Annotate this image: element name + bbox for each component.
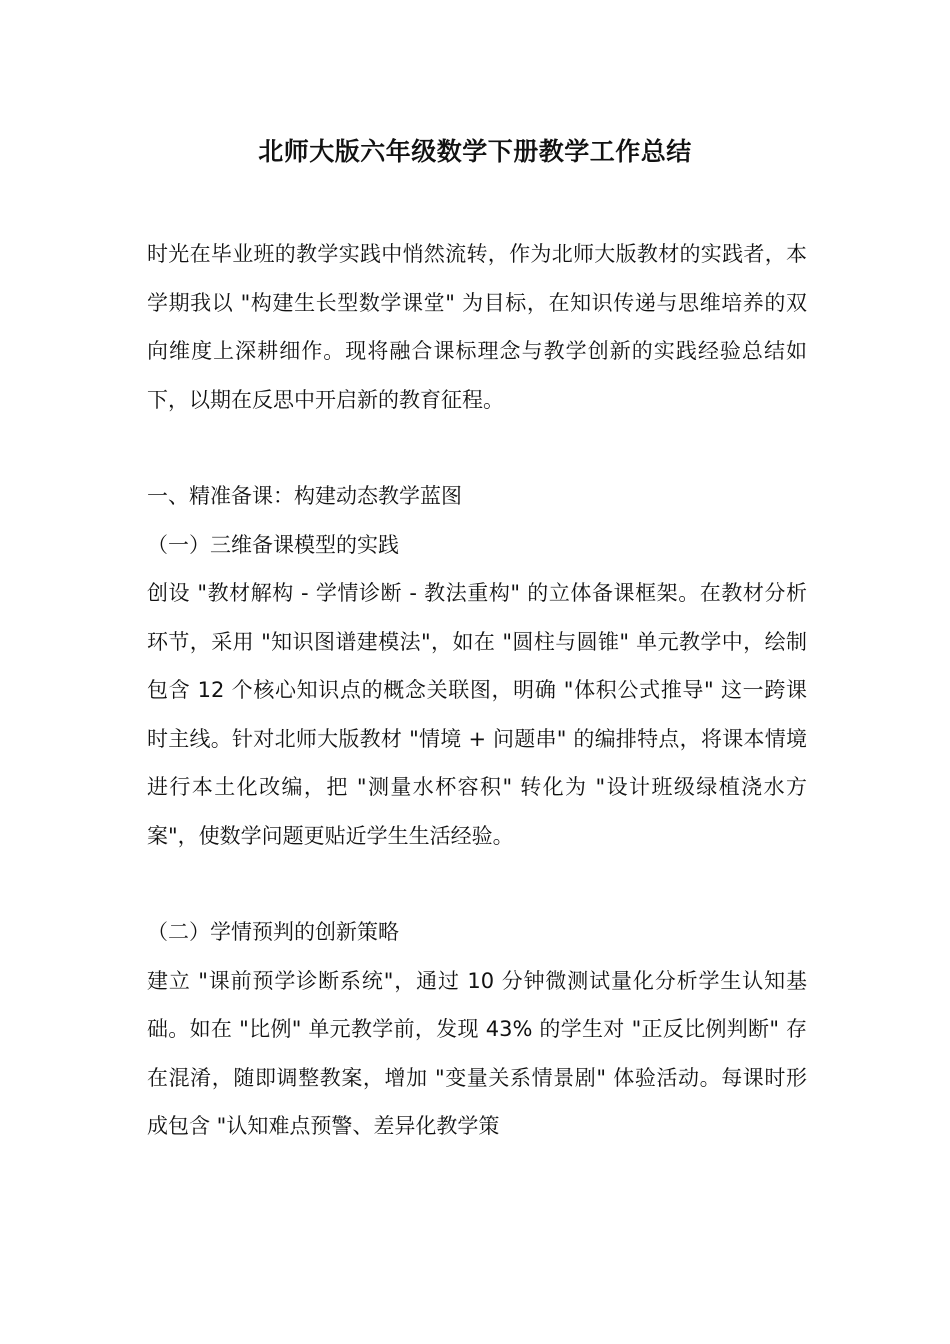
- subsection-paragraph: 创设 "教材解构 - 学情诊断 - 教法重构" 的立体备课框架。在教材分析环节，采用 "知识图谱建模法"，如在 "圆柱与圆锥" 单元教学中，绘制包含 12 个核心知识点的概念关联图，明确 "体积公式推导" 这一跨课时主线。针对北师大版教材 "情境 + 问题串" 的编排特点，将课本情境进行本土化改编，把 "测量水杯容积" 转化为 "设计班级绿植浇水方案"，使数学问题更贴近学生生活经验。: [147, 581, 807, 848]
- subsection-heading: （二）学情预判的创新策略: [147, 920, 399, 944]
- spacer: [147, 860, 807, 908]
- intro-paragraph: 时光在毕业班的教学实践中悄然流转，作为北师大版教材的实践者，本学期我以 "构建生长型数学课堂" 为目标，在知识传递与思维培养的双向维度上深耕细作。现将融合课标理念与教学创新的实践经验总结如下，以期在反思中开启新的教育征程。: [147, 242, 807, 412]
- section-heading: 一、精准备课：构建动态教学蓝图: [147, 484, 462, 508]
- subsection-heading: （一）三维备课模型的实践: [147, 532, 399, 557]
- subsection-paragraph: 建立 "课前预学诊断系统"，通过 10 分钟微测试量化分析学生认知基础。如在 "比例" 单元教学前，发现 43% 的学生对 "正反比例判断" 存在混淆，随即调整教案，增加 "变量关系情景剧" 体验活动。每课时形成包含 "认知难点预警、差异化教学策: [147, 968, 807, 1138]
- document-title: 北师大版六年级数学下册教学工作总结: [258, 137, 692, 166]
- document-body: [147, 230, 807, 1151]
- spacer: [147, 424, 807, 472]
